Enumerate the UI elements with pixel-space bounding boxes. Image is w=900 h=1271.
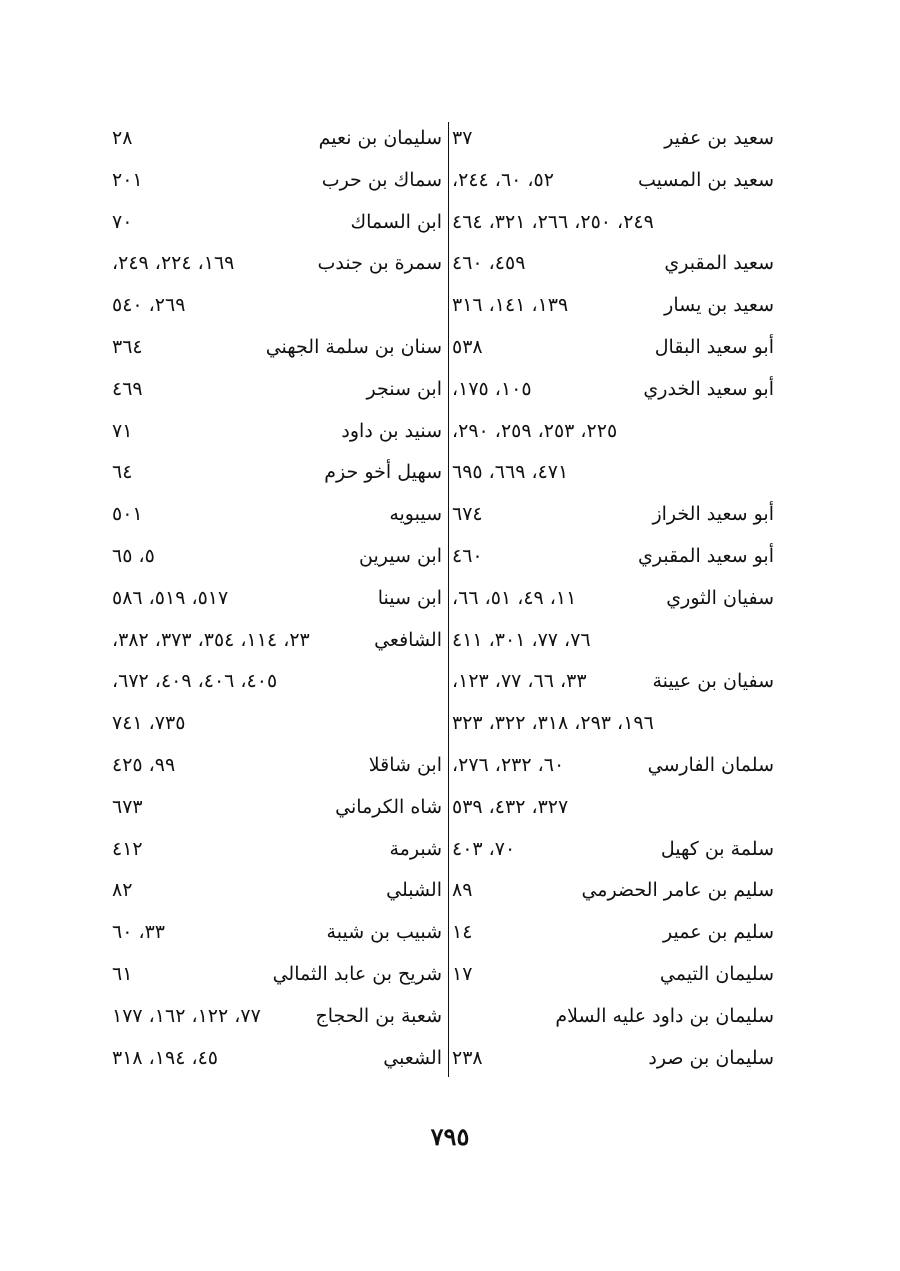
- entry-pages: ٤٥٩، ٤٦٠: [452, 252, 526, 275]
- entry-pages: ١٠٥، ١٧٥،: [452, 377, 532, 400]
- entry-pages: ٧٦، ٧٧، ٣٠١، ٤١١: [452, 628, 591, 651]
- index-entry: [112, 745, 442, 787]
- index-entry: [112, 160, 442, 202]
- entry-pages: ٥٢، ٦٠، ٢٤٤،: [452, 168, 554, 191]
- entry-name: أبو سعيد الخراز: [652, 503, 774, 526]
- entry-name: ابن شاقلا: [368, 753, 442, 776]
- column-divider: [448, 122, 449, 1077]
- index-entry: [112, 661, 442, 703]
- index-entry: [452, 787, 774, 829]
- index-entry: [112, 912, 442, 954]
- entry-pages: ٢٣، ١١٤، ٣٥٤، ٣٧٣، ٣٨٢،: [112, 628, 310, 651]
- entry-pages: ٥٠١: [112, 503, 143, 526]
- entry-name: شريح بن عابد الثمالي: [272, 962, 442, 985]
- entry-pages: ٥٣٨: [452, 335, 483, 358]
- entry-name: سلمان الفارسي: [647, 753, 774, 776]
- entry-name: سليمان بن داود عليه السلام: [555, 1004, 774, 1027]
- entry-pages: ٦٠، ٢٣٢، ٢٧٦،: [452, 753, 565, 776]
- index-entry: [452, 745, 774, 787]
- entry-pages: ٨٩: [452, 879, 473, 902]
- entry-name: ابن سينا: [377, 586, 442, 609]
- index-entry: [452, 160, 774, 202]
- entry-pages: ٢٢٥، ٢٥٣، ٢٥٩، ٢٩٠،: [452, 419, 618, 442]
- entry-pages: ١٦٩، ٢٢٤، ٢٤٩،: [112, 252, 235, 275]
- entry-pages: ٧٣٥، ٧٤١: [112, 712, 186, 735]
- entry-name: سليمان بن نعيم: [318, 127, 442, 149]
- index-entry: [112, 369, 442, 411]
- index-entry: [452, 411, 774, 453]
- entry-pages: ٢٦٩، ٥٤٠: [112, 294, 186, 317]
- entry-name: أبو سعيد المقبري: [637, 544, 774, 567]
- index-entry: [452, 870, 774, 912]
- entry-name: أبو سعيد الخدري: [643, 377, 774, 400]
- index-entry: [112, 327, 442, 369]
- index-entry: [452, 620, 774, 662]
- entry-name: ابن السماك: [350, 210, 442, 233]
- index-entry: [112, 243, 442, 285]
- entry-name: شبيب بن شيبة: [326, 921, 442, 944]
- entry-name: سعيد بن يسار: [664, 294, 774, 317]
- entry-pages: ٢٠١: [112, 168, 143, 191]
- index-entry: [112, 285, 442, 327]
- entry-pages: ١١، ٤٩، ٥١، ٦٦،: [452, 586, 577, 609]
- index-entry: [112, 620, 442, 662]
- entry-pages: ٣٢٧، ٤٣٢، ٥٣٩: [452, 795, 569, 818]
- index-entry: [452, 829, 774, 871]
- entry-name: سلمة بن كهيل: [660, 837, 774, 860]
- entry-pages: ٧٧، ١٢٢، ١٦٢، ١٧٧: [112, 1004, 261, 1027]
- entry-pages: ٤٦٩: [112, 377, 143, 400]
- entry-name: سنان بن سلمة الجهني: [265, 335, 442, 358]
- entry-name: الشبلي: [386, 879, 442, 902]
- entry-name: سنيد بن داود: [341, 419, 442, 442]
- entry-name: سليم بن عامر الحضرمي: [581, 879, 774, 902]
- entry-pages: ٥١٧، ٥١٩، ٥٨٦: [112, 586, 229, 609]
- entry-pages: ٩٩، ٤٢٥: [112, 753, 176, 776]
- entry-pages: ١٤: [452, 921, 473, 944]
- index-entry: [112, 703, 442, 745]
- page-number: ٧٩٥: [430, 1122, 470, 1151]
- index-entry: [112, 954, 442, 996]
- index-entry: [112, 118, 442, 160]
- index-entry: [112, 996, 442, 1038]
- index-entry: [112, 870, 442, 912]
- index-entry: [112, 411, 442, 453]
- entry-name: شاه الكرماني: [335, 795, 442, 818]
- entry-pages: ٦٧٣: [112, 795, 143, 818]
- index-column-right: [452, 118, 774, 1079]
- entry-name: شعبة بن الحجاج: [315, 1004, 442, 1027]
- index-entry: [452, 285, 774, 327]
- entry-pages: ٦٤: [112, 461, 133, 484]
- entry-name: الشعبي: [383, 1046, 442, 1069]
- index-entry: [112, 578, 442, 620]
- entry-name: ابن سنجر: [366, 377, 442, 400]
- entry-name: سمرة بن جندب: [317, 252, 442, 275]
- index-entry: [452, 703, 774, 745]
- index-entry: [452, 661, 774, 703]
- entry-name: ابن سيرين: [359, 544, 442, 567]
- entry-name: سليمان التيمي: [659, 962, 774, 985]
- index-entry: [452, 369, 774, 411]
- index-entry: [452, 202, 774, 244]
- index-entry: [452, 996, 774, 1038]
- entry-name: سماك بن حرب: [321, 168, 442, 191]
- entry-name: سفيان بن عيينة: [652, 670, 774, 693]
- entry-pages: ١٧: [452, 962, 473, 985]
- entry-name: سيبويه: [389, 503, 442, 526]
- entry-pages: ٢٤٩، ٢٥٠، ٢٦٦، ٣٢١، ٤٦٤: [452, 210, 654, 233]
- index-entry: [452, 494, 774, 536]
- entry-pages: ٥، ٦٥: [112, 544, 155, 567]
- entry-pages: ٦١: [112, 962, 133, 985]
- index-entry: [452, 1038, 774, 1080]
- entry-pages: ١٣٩، ١٤١، ٣١٦: [452, 294, 569, 317]
- entry-pages: ٦٧٤: [452, 503, 483, 526]
- entry-pages: ٣٧: [452, 127, 473, 149]
- entry-pages: ٢٨: [112, 127, 133, 149]
- entry-pages: ٣٣، ٦٦، ٧٧، ١٢٣،: [452, 670, 587, 693]
- entry-pages: ٤١٢: [112, 837, 143, 860]
- entry-pages: ٤٧١، ٦٦٩، ٦٩٥: [452, 461, 569, 484]
- entry-name: سعيد المقبري: [664, 252, 774, 275]
- index-entry: [112, 452, 442, 494]
- index-entry: [452, 327, 774, 369]
- entry-name: شبرمة: [389, 837, 442, 860]
- entry-pages: ٧١: [112, 419, 133, 442]
- index-entry: [112, 536, 442, 578]
- index-entry: [112, 494, 442, 536]
- entry-pages: ٨٢: [112, 879, 133, 902]
- index-entry: [112, 829, 442, 871]
- index-entry: [112, 787, 442, 829]
- index-entry: [452, 912, 774, 954]
- entry-pages: ٤٦٠: [452, 544, 483, 567]
- entry-pages: ٤٥، ١٩٤، ٣١٨: [112, 1046, 219, 1069]
- entry-pages: ٧٠، ٤٠٣: [452, 837, 516, 860]
- entry-pages: ٢٣٨: [452, 1046, 483, 1069]
- index-entry: [112, 1038, 442, 1080]
- index-entry: [452, 536, 774, 578]
- entry-name: أبو سعيد البقال: [654, 335, 774, 358]
- entry-name: سهيل أخو حزم: [324, 461, 442, 484]
- entry-pages: ٣٦٤: [112, 335, 143, 358]
- index-entry: [452, 954, 774, 996]
- index-entry: [452, 578, 774, 620]
- entry-pages: ٣٣، ٦٠: [112, 921, 166, 944]
- entry-name: الشافعي: [374, 628, 442, 651]
- entry-name: سعيد بن عفير: [664, 127, 774, 149]
- index-entry: [452, 243, 774, 285]
- index-column-left: [112, 118, 442, 1079]
- entry-pages: ٤٠٥، ٤٠٦، ٤٠٩، ٦٧٢،: [112, 670, 278, 693]
- entry-pages: ٧٠: [112, 210, 133, 233]
- entry-name: سفيان الثوري: [666, 586, 774, 609]
- entry-name: سليم بن عمير: [663, 921, 774, 944]
- index-entry: [452, 452, 774, 494]
- entry-name: سعيد بن المسيب: [637, 168, 774, 191]
- entry-pages: ١٩٦، ٢٩٣، ٣١٨، ٣٢٢، ٣٢٣: [452, 712, 654, 735]
- index-entry: [452, 118, 774, 160]
- entry-name: سليمان بن صرد: [648, 1046, 774, 1069]
- index-entry: [112, 202, 442, 244]
